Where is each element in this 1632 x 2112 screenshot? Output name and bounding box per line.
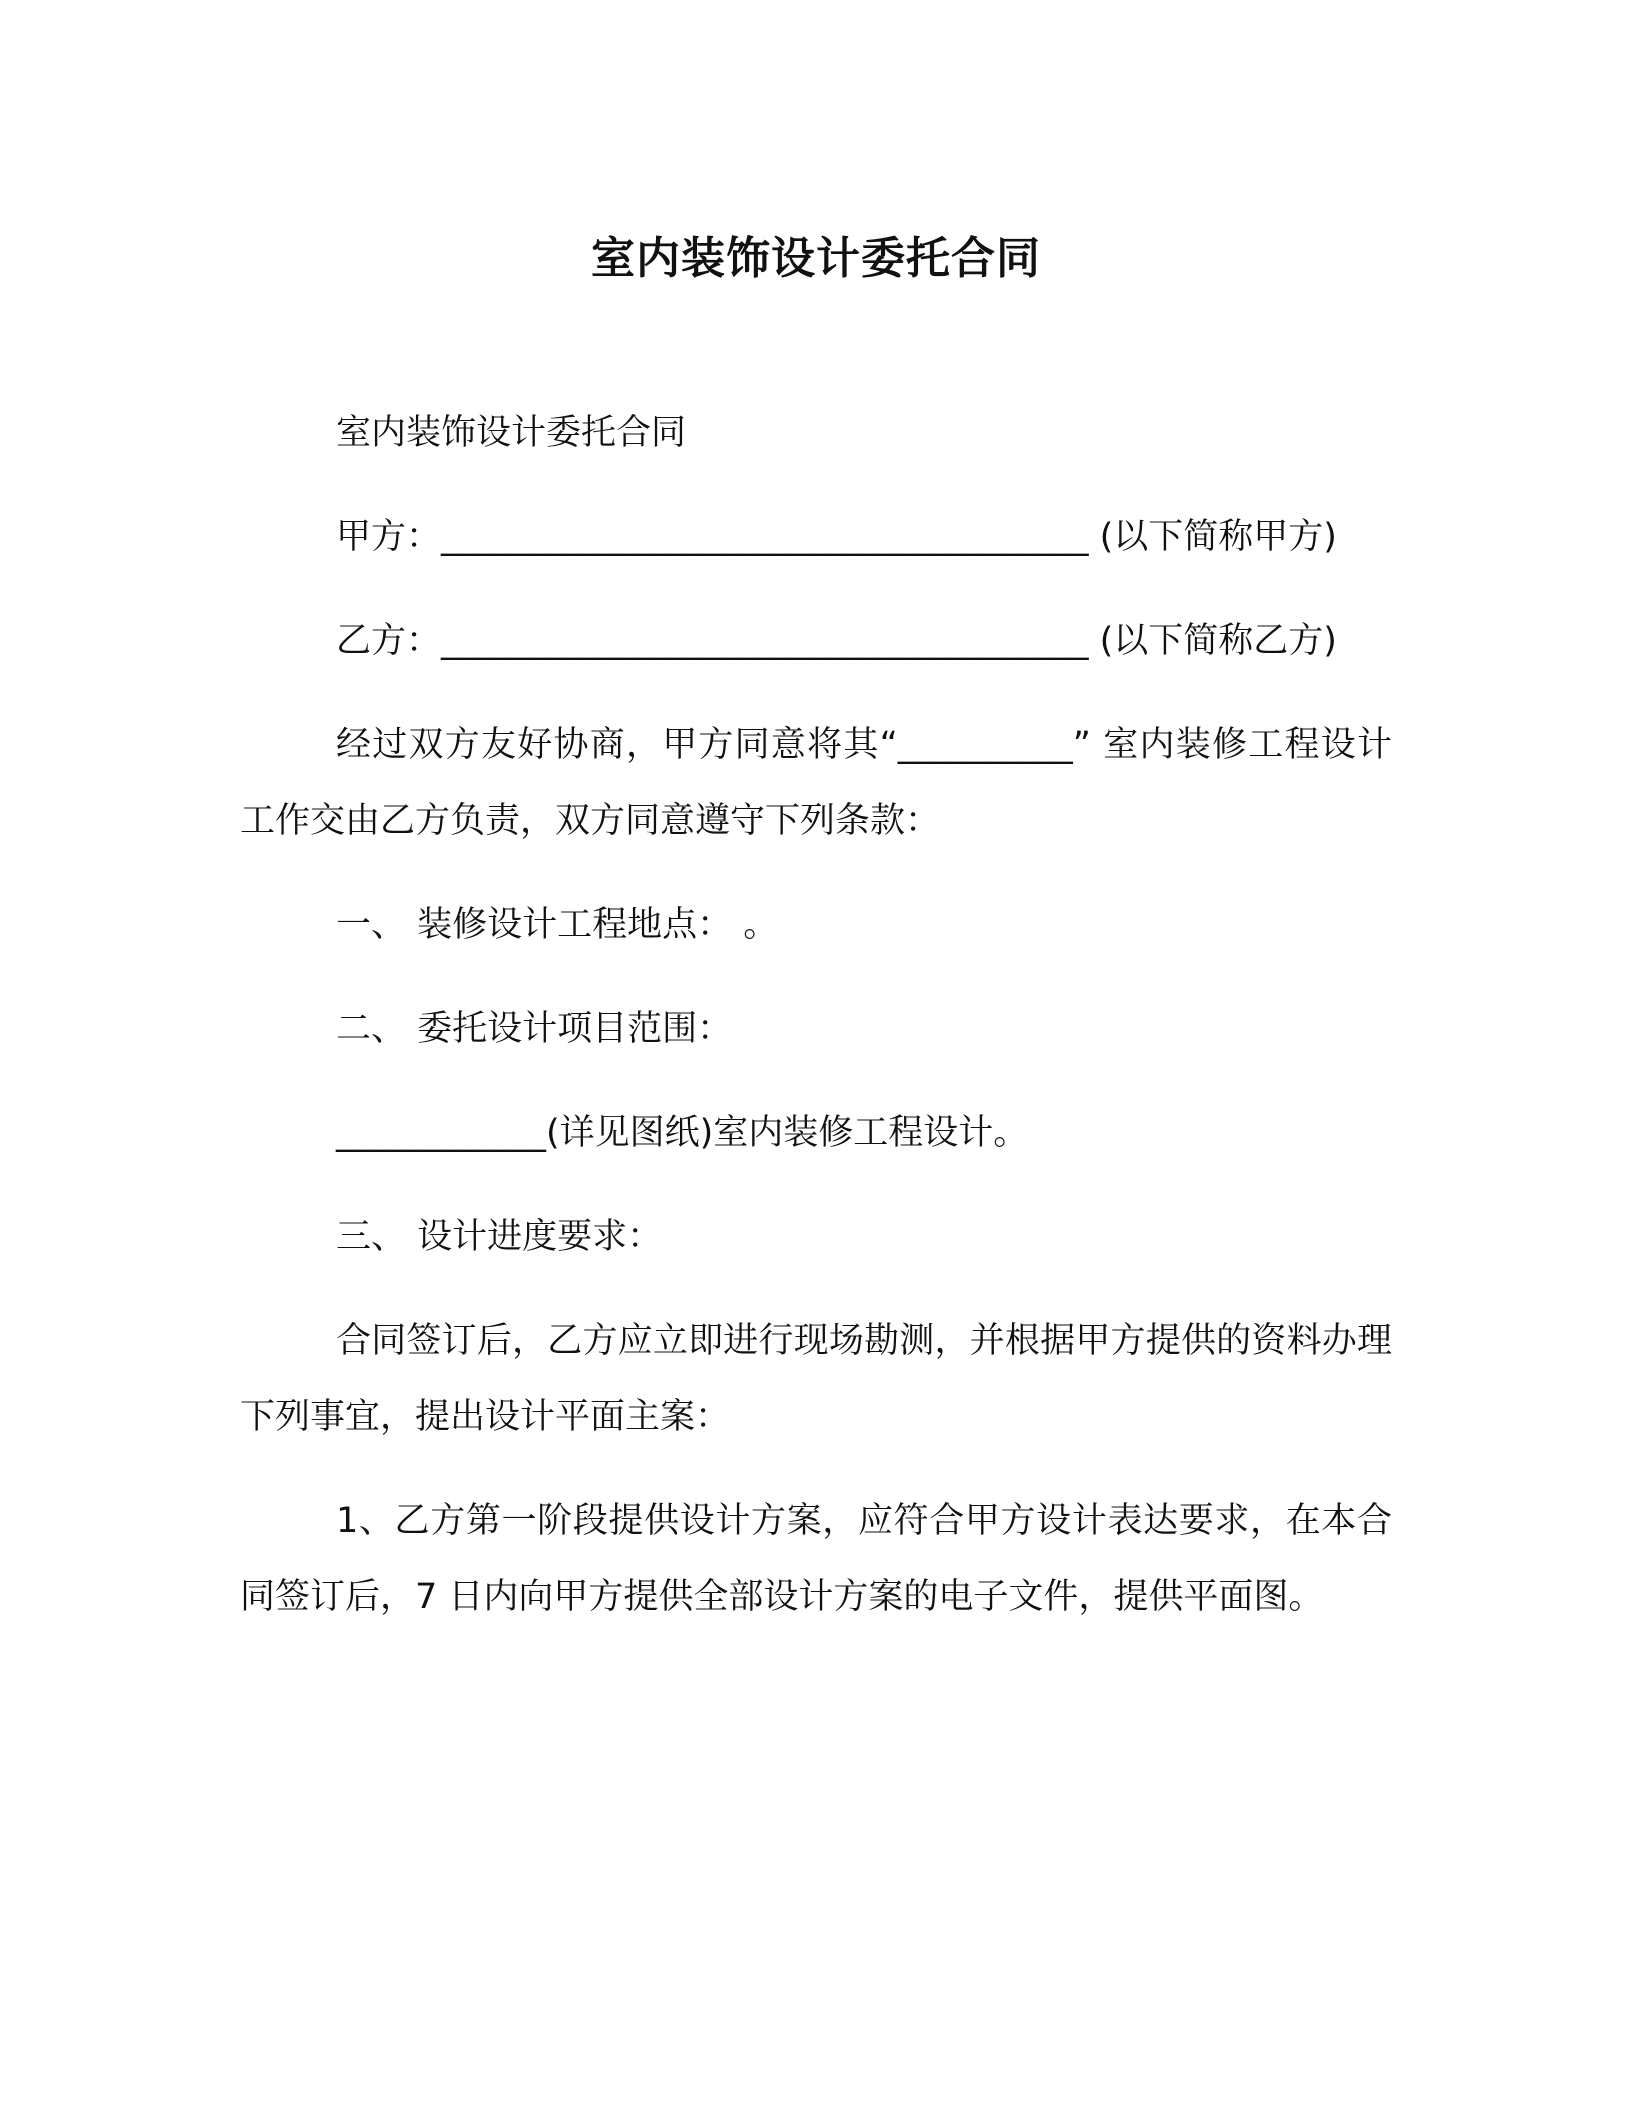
subtitle-paragraph: 室内装饰设计委托合同 [336, 413, 687, 453]
clause-3-heading: 三、 设计进度要求： [336, 1217, 663, 1257]
clause-3-item-1: 1、乙方第一阶段提供设计方案，应符合甲方设计表达要求，在本合同签订后，7 日内向甲方提供全部设计方案的电子文件，提供平面图。 [240, 1501, 1392, 1617]
party-a-paragraph: 甲方：_____________________________________ (以下简称甲方) [336, 517, 1337, 557]
clause-2-content: ____________(详见图纸)室内装修工程设计。 [336, 1113, 1029, 1153]
clause-2-heading: 二、 委托设计项目范围： [336, 1009, 733, 1049]
party-b-paragraph: 乙方：_____________________________________ (以下简称乙方) [336, 621, 1337, 661]
document-title: 室内装饰设计委托合同 [591, 233, 1041, 284]
document-body [240, 395, 1392, 1663]
clause-3-content: 合同签订后，乙方应立即进行现场勘测，并根据甲方提供的资料办理下列事宜，提出设计平面主案： [240, 1321, 1392, 1437]
clause-1-heading: 一、 装修设计工程地点： 。 [336, 905, 779, 945]
agreement-intro-paragraph: 经过双方友好协商，甲方同意将其“__________” 室内装修工程设计工作交由乙方负责，双方同意遵守下列条款： [240, 725, 1392, 841]
